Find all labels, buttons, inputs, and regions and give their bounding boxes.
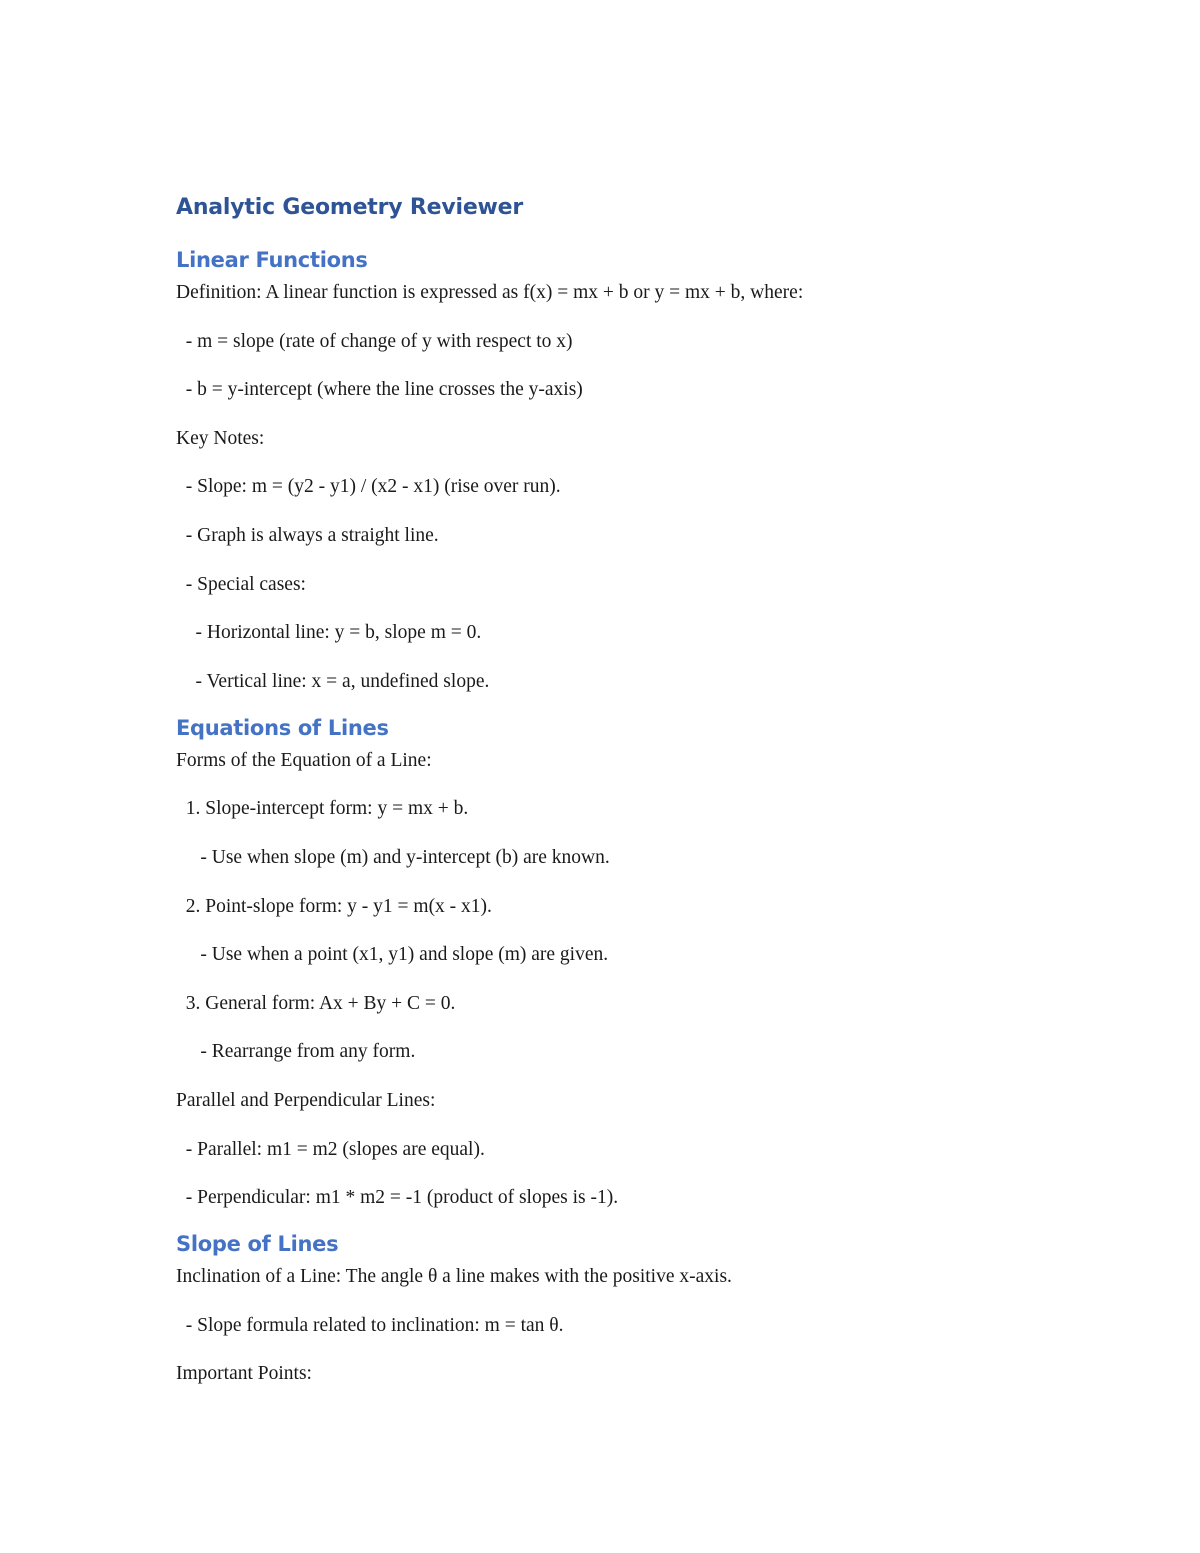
vertical-line-bullet: - Vertical line: x = a, undefined slope. <box>176 670 490 692</box>
parallel-perpendicular-label: Parallel and Perpendicular Lines: <box>176 1089 436 1111</box>
parallel-bullet: - Parallel: m1 = m2 (slopes are equal). <box>176 1138 485 1160</box>
definition-line: Definition: A linear function is expressed as f(x) = mx + b or y = mx + b, where: <box>176 282 804 303</box>
slope-bullet: - m = slope (rate of change of y with respect to x) <box>176 330 573 352</box>
tan-slope-bullet: - Slope formula related to inclination: m = tan θ. <box>176 1314 564 1336</box>
general-form-note: - Rearrange from any form. <box>176 1041 416 1063</box>
special-cases-bullet: - Special cases: <box>176 573 306 595</box>
inclination-line: Inclination of a Line: The angle θ a line makes with the positive x-axis. <box>176 1266 732 1288</box>
document-title: Analytic Geometry Reviewer <box>176 195 524 220</box>
important-points-label: Important Points: <box>176 1363 312 1385</box>
slope-formula-bullet: - Slope: m = (y2 - y1) / (x2 - x1) (rise over run). <box>176 476 561 498</box>
key-notes-label: Key Notes: <box>176 427 265 449</box>
slope-intercept-note: - Use when slope (m) and y-intercept (b) are known. <box>176 846 610 868</box>
slope-intercept-item: 1. Slope-intercept form: y = mx + b. <box>176 798 469 820</box>
point-slope-item: 2. Point-slope form: y - y1 = m(x - x1). <box>176 895 492 917</box>
document-body <box>176 190 1036 1387</box>
section-heading-slope-of-lines: Slope of Lines <box>176 1232 339 1257</box>
general-form-item: 3. General form: Ax + By + C = 0. <box>176 992 456 1014</box>
horizontal-line-bullet: - Horizontal line: y = b, slope m = 0. <box>176 622 482 644</box>
intercept-bullet: - b = y-intercept (where the line crosses the y-axis) <box>176 379 583 401</box>
point-slope-note: - Use when a point (x1, y1) and slope (m) are given. <box>176 944 609 966</box>
section-heading-equations-of-lines: Equations of Lines <box>176 715 389 740</box>
section-heading-linear-functions: Linear Functions <box>176 248 368 272</box>
perpendicular-bullet: - Perpendicular: m1 * m2 = -1 (product of slopes is -1). <box>176 1187 619 1209</box>
forms-label: Forms of the Equation of a Line: <box>176 749 432 771</box>
straight-line-bullet: - Graph is always a straight line. <box>176 524 439 546</box>
